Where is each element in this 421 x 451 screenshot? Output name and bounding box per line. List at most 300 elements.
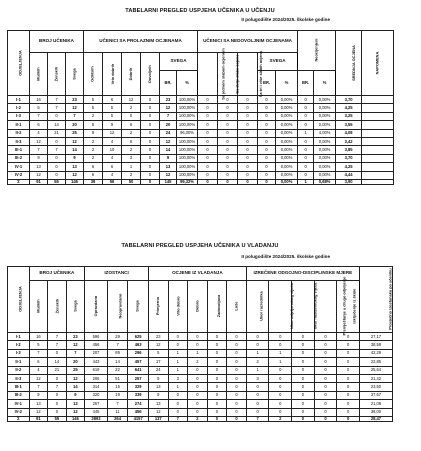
cell-od: III-2 [8, 391, 30, 399]
cell-o: 39 [84, 179, 103, 184]
group2-mjere: IZREČENE ODGOJNO-DISCIPLINSKE MJERE [246, 267, 359, 281]
cell-z: 0 [48, 349, 67, 357]
col2-vrlodobro: Vrlo dobro [168, 281, 188, 333]
cell-pr: 13 [148, 400, 168, 408]
table-row [8, 391, 393, 399]
cell-pp: 23,50 [359, 383, 392, 391]
cell-vd: 9 [103, 121, 122, 129]
cell-nbr: 0 [298, 146, 314, 154]
table-row [8, 358, 393, 366]
cell-lo: 0 [227, 408, 247, 416]
cell-b: 0 [269, 333, 292, 341]
cell-sp: 0,00% [276, 179, 298, 184]
cell-nbr: 0 [298, 154, 314, 162]
cell-ne: 22 [107, 366, 128, 374]
cell-m: 9 [30, 154, 48, 162]
cell-c: 0 [292, 400, 315, 408]
cell-op: 207 [85, 349, 108, 357]
cell-j: 0 [198, 104, 218, 112]
cell-za: 0 [207, 374, 227, 382]
cell-c: 0 [292, 391, 315, 399]
total-row [8, 179, 394, 184]
cell-od: I-3 [8, 349, 30, 357]
cell-od: IV-1 [8, 163, 30, 171]
cell-vd: 56 [103, 179, 122, 184]
cell-lo: 0 [227, 383, 247, 391]
cell-e: 0 [337, 366, 360, 374]
col-dobrih: Dobrih [122, 53, 141, 96]
table-row [8, 366, 393, 374]
cell-sp: 0,00% [276, 154, 298, 162]
cell-tri: 0 [238, 104, 258, 112]
cell-dvi: 0 [218, 104, 238, 112]
cell-m: 5 [29, 341, 48, 349]
col2-neopravdano: Neopravdano [107, 281, 128, 333]
cell-od: Σ [8, 179, 30, 184]
cell-e: 0 [337, 341, 360, 349]
table1-title: TABELARNI PREGLED USPJEHA UČENIKA U UČENJU [125, 8, 275, 14]
cell-sp: 0,00% [276, 137, 298, 145]
cell-b: 0 [269, 391, 292, 399]
cell-p: 100,00% [177, 146, 198, 154]
cell-sv: 329 [128, 383, 149, 391]
cell-dvi: 0 [218, 112, 238, 120]
cell-ne: 11 [107, 408, 128, 416]
cell-br: 12 [160, 171, 177, 179]
cell-z: 7 [48, 383, 67, 391]
cell-vd: 12 [103, 129, 122, 137]
group-prolazne: UČENICI SA PROLAZNIM OCJENAMA [84, 31, 198, 53]
cell-za: 0 [207, 391, 227, 399]
cell-p: 100,00% [177, 163, 198, 171]
cell-lo: 0 [227, 333, 247, 341]
cell-br: 145 [160, 179, 177, 184]
cell-np: 0,00% [314, 171, 336, 179]
cell-p: 100,00% [177, 121, 198, 129]
cell-do: 1 [188, 349, 208, 357]
cell-pr: 5 [148, 349, 168, 357]
cell-na [362, 129, 394, 137]
cell-p: 100,00% [177, 112, 198, 120]
cell-a: 1 [246, 349, 269, 357]
group-svega: SVEGA [160, 53, 198, 71]
cell-z: 0 [48, 391, 67, 399]
cell-od: II-1 [8, 121, 30, 129]
cell-e: 0 [337, 333, 360, 341]
cell-c: 0 [292, 358, 315, 366]
cell-o: 2 [84, 137, 103, 145]
cell-op: 596 [85, 333, 108, 341]
cell-vd: 0 [168, 400, 188, 408]
col-neocijenjeni: Neocijenjeni [298, 31, 336, 71]
cell-dvi: 0 [218, 146, 238, 154]
cell-np: 4,00% [314, 129, 336, 137]
cell-m: 12 [30, 171, 48, 179]
cell-d: 6 [122, 137, 141, 145]
table-row [8, 171, 394, 179]
cell-j: 0 [198, 137, 218, 145]
cell-vd: 6 [103, 96, 122, 104]
cell-s: 12 [66, 341, 85, 349]
cell-op: 320 [85, 391, 108, 399]
cell-z: 0 [48, 374, 67, 382]
cell-do: 0 [188, 333, 208, 341]
cell-sp: 0,00% [276, 112, 298, 120]
cell-sp: 0,00% [276, 121, 298, 129]
cell-sv: 457 [128, 358, 149, 366]
cell-od: I-2 [8, 341, 30, 349]
col2-muskih: Muških [29, 281, 48, 333]
cell-z: 21 [48, 129, 66, 137]
cell-pp: 37,67 [359, 391, 392, 399]
table1-subtitle: II polugodište 2024/2025. školske godine [241, 17, 330, 22]
cell-dv: 0 [141, 154, 160, 162]
cell-sv: 296 [128, 349, 149, 357]
cell-od: I-2 [8, 104, 30, 112]
cell-m: 12 [29, 408, 48, 416]
cell-sbr: 0 [258, 179, 276, 184]
cell-dv: 0 [141, 146, 160, 154]
cell-ne: 29 [107, 333, 128, 341]
col2-zenskih: Ženskih [48, 281, 67, 333]
cell-m: 4 [30, 129, 48, 137]
col2-zadovoljava: Zadovoljava [207, 281, 227, 333]
cell-d: 0 [314, 416, 337, 421]
cell-j: 0 [198, 154, 218, 162]
cell-m: 6 [30, 121, 48, 129]
cell-op: 456 [85, 341, 108, 349]
table-row [8, 104, 394, 112]
cell-d: 0 [314, 358, 337, 366]
cell-b: 2 [269, 416, 292, 421]
cell-op: 314 [85, 383, 108, 391]
cell-nbr: 1 [298, 179, 314, 184]
cell-e: 0 [337, 374, 360, 382]
cell-tri: 0 [238, 96, 258, 104]
cell-pr: 9 [148, 391, 168, 399]
cell-tri: 0 [238, 179, 258, 184]
table1-body [8, 96, 394, 185]
cell-z: 21 [48, 366, 67, 374]
cell-sv: 339 [128, 391, 149, 399]
cell-ne: 14 [107, 358, 128, 366]
cell-np: 0,68% [314, 179, 336, 184]
cell-e: 0 [337, 416, 360, 421]
col2-premjestanje: Premještanje u drugo odjeljenje [314, 281, 337, 333]
cell-tri: 0 [238, 163, 258, 171]
cell-o: 2 [84, 154, 103, 162]
cell-sbr: 0 [258, 154, 276, 162]
cell-vd: 10 [103, 146, 122, 154]
cell-p: 100,00% [177, 137, 198, 145]
cell-od: III-1 [8, 146, 30, 154]
table-row [8, 333, 393, 341]
cell-z: 0 [48, 408, 67, 416]
table-row [8, 146, 394, 154]
cell-j: 0 [198, 163, 218, 171]
col-pct3: % [314, 71, 336, 96]
cell-na [362, 104, 394, 112]
group2-ocjene: OCJENE IZ VLADANJA [148, 267, 246, 281]
cell-dv: 0 [141, 163, 160, 171]
cell-sp: 0,00% [276, 171, 298, 179]
table-row [8, 96, 394, 104]
cell-sbr: 0 [258, 137, 276, 145]
cell-od: II-2 [8, 129, 30, 137]
cell-vd: 3 [168, 374, 188, 382]
cell-m: 7 [30, 112, 48, 120]
cell-na [362, 112, 394, 120]
cell-vd: 0 [168, 408, 188, 416]
cell-pr: 17 [148, 358, 168, 366]
col-jedna: Sa jednom slabom ocjenom [198, 53, 218, 96]
col-vrlodobrih: Vrlo dobrih [103, 53, 122, 96]
table-row [8, 341, 393, 349]
cell-vd: 1 [168, 358, 188, 366]
cell-z: 0 [48, 112, 66, 120]
cell-o: 6 [84, 163, 103, 171]
cell-z: 7 [48, 146, 66, 154]
cell-pp: 21,42 [359, 374, 392, 382]
cell-lo: 0 [227, 366, 247, 374]
cell-s: 9 [66, 154, 84, 162]
cell-od: I-3 [8, 112, 30, 120]
cell-o: 9 [84, 129, 103, 137]
table2-title: TABELARNI PREGLED USPJEHA UČENIKA U VLADANJU [121, 243, 279, 249]
cell-sr: 4,08 [336, 129, 362, 137]
table-row [8, 137, 394, 145]
cell-br: 7 [160, 112, 177, 120]
cell-a: 7 [246, 416, 269, 421]
cell-sv: 4157 [128, 416, 149, 421]
cell-sbr: 0 [258, 121, 276, 129]
cell-d: 0 [314, 408, 337, 416]
cell-pr: 9 [148, 374, 168, 382]
cell-z: 7 [48, 96, 66, 104]
cell-z: 7 [48, 333, 67, 341]
cell-d: 0 [314, 400, 337, 408]
cell-sp: 0,00% [276, 146, 298, 154]
cell-p: 96,00% [177, 129, 198, 137]
col-tri: Sa tri i više slabih ocjena [238, 53, 258, 96]
table-row [8, 112, 394, 120]
cell-op: 619 [85, 366, 108, 374]
cell-z: 7 [48, 104, 66, 112]
col2-odjeljenja: ODJELJENJA [8, 267, 30, 333]
cell-pp: 38,00 [359, 408, 392, 416]
cell-m: 16 [29, 333, 48, 341]
cell-od: I-1 [8, 96, 30, 104]
cell-j: 0 [198, 96, 218, 104]
cell-m: 16 [30, 96, 48, 104]
cell-sv: 625 [128, 333, 149, 341]
cell-d: 50 [122, 179, 141, 184]
cell-tri: 0 [238, 154, 258, 162]
table-row [8, 154, 394, 162]
cell-nbr: 0 [298, 104, 314, 112]
cell-na [362, 154, 394, 162]
cell-c: 0 [292, 383, 315, 391]
cell-sbr: 0 [258, 104, 276, 112]
cell-m: 9 [29, 391, 48, 399]
cell-sr: 3,55 [336, 121, 362, 129]
cell-np: 0,00% [314, 112, 336, 120]
cell-ne: 51 [107, 374, 128, 382]
cell-m: 7 [29, 383, 48, 391]
col-odlicnih: Odličnih [84, 53, 103, 96]
cell-c: 0 [292, 374, 315, 382]
cell-sv: 463 [128, 341, 149, 349]
table-row [8, 374, 393, 382]
cell-dv: 0 [141, 121, 160, 129]
cell-br: 12 [160, 104, 177, 112]
cell-d: 0 [122, 112, 141, 120]
cell-vd: 1 [168, 366, 188, 374]
cell-s: 12 [66, 171, 84, 179]
col-odjeljenja: ODJELJENJA [8, 31, 30, 96]
cell-d: 2 [122, 171, 141, 179]
cell-od: Σ [8, 416, 30, 421]
cell-nbr: 0 [298, 96, 314, 104]
cell-pr: 12 [148, 341, 168, 349]
table-row [8, 349, 393, 357]
cell-sr: 3,70 [336, 154, 362, 162]
col2-ukor-odjeljenskog: Ukor odjeljenskog vijeća [269, 281, 292, 333]
cell-d: 0 [314, 383, 337, 391]
cell-na [362, 96, 394, 104]
cell-e: 0 [337, 383, 360, 391]
cell-d: 6 [122, 121, 141, 129]
cell-s: 146 [66, 179, 84, 184]
cell-dv: 0 [141, 104, 160, 112]
cell-j: 0 [198, 171, 218, 179]
cell-sr: 3,85 [336, 146, 362, 154]
cell-dvi: 0 [218, 179, 238, 184]
cell-za: 0 [207, 383, 227, 391]
cell-pr: 23 [148, 333, 168, 341]
cell-od: II-3 [8, 137, 30, 145]
cell-na [362, 171, 394, 179]
cell-sbr: 0 [258, 171, 276, 179]
col-muskih: Muških [30, 53, 48, 96]
table2-body [8, 333, 393, 422]
cell-dv: 0 [141, 137, 160, 145]
cell-s: 146 [66, 416, 85, 421]
cell-s: 25 [66, 129, 84, 137]
cell-do: 0 [188, 366, 208, 374]
col2-iskljucenje: Isključenje iz škole [337, 281, 360, 333]
cell-s: 20 [66, 358, 85, 366]
cell-dvi: 0 [218, 121, 238, 129]
cell-d: 0 [314, 349, 337, 357]
cell-d: 3 [122, 154, 141, 162]
cell-vd: 0 [168, 341, 188, 349]
cell-m: 91 [29, 416, 48, 421]
cell-sv: 274 [128, 400, 149, 408]
col2-ukor-nastavnickog: Ukor nastavničkog vijeća [292, 281, 315, 333]
cell-od: III-1 [8, 383, 30, 391]
cell-za: 0 [207, 333, 227, 341]
cell-d: 1 [122, 163, 141, 171]
cell-b: 0 [269, 408, 292, 416]
cell-vd: 4 [103, 171, 122, 179]
cell-lo: 0 [227, 358, 247, 366]
cell-sbr: 0 [258, 163, 276, 171]
cell-o: 2 [84, 146, 103, 154]
table-row [8, 400, 393, 408]
cell-dv: 0 [141, 112, 160, 120]
cell-pr: 24 [148, 366, 168, 374]
cell-s: 12 [66, 137, 84, 145]
cell-nbr: 0 [298, 137, 314, 145]
cell-m: 12 [30, 137, 48, 145]
cell-c: 0 [292, 333, 315, 341]
cell-sv: 257 [128, 374, 149, 382]
cell-sv: 456 [128, 408, 149, 416]
cell-j: 0 [198, 146, 218, 154]
cell-b: 0 [269, 383, 292, 391]
col-svega: Svega [66, 53, 84, 96]
cell-na [362, 137, 394, 145]
cell-pp: 21,08 [359, 400, 392, 408]
cell-pr: 13 [148, 383, 168, 391]
cell-np: 0,00% [314, 121, 336, 129]
cell-dvi: 0 [218, 96, 238, 104]
cell-e: 0 [337, 408, 360, 416]
cell-z: 14 [48, 358, 67, 366]
cell-br: 20 [160, 121, 177, 129]
cell-vd: 4 [103, 137, 122, 145]
cell-z: 14 [48, 121, 66, 129]
cell-do: 0 [188, 391, 208, 399]
cell-ne: 15 [107, 383, 128, 391]
cell-m: 91 [30, 179, 48, 184]
col-pct2: % [276, 71, 298, 96]
cell-b: 0 [269, 374, 292, 382]
cell-m: 7 [29, 349, 48, 357]
cell-j: 0 [198, 179, 218, 184]
cell-b: 0 [269, 341, 292, 349]
cell-ne: 7 [107, 341, 128, 349]
cell-np: 0,00% [314, 154, 336, 162]
cell-od: IV-2 [8, 408, 30, 416]
cell-na [362, 163, 394, 171]
cell-m: 6 [29, 358, 48, 366]
cell-d: 2 [122, 129, 141, 137]
cell-br: 23 [160, 96, 177, 104]
cell-z: 0 [48, 400, 67, 408]
cell-sr: 4,44 [336, 171, 362, 179]
cell-pp: 25,64 [359, 366, 392, 374]
cell-tri: 0 [238, 137, 258, 145]
cell-s: 13 [66, 163, 84, 171]
cell-m: 12 [29, 374, 48, 382]
cell-do: 2 [188, 358, 208, 366]
cell-s: 13 [66, 400, 85, 408]
cell-vd: 1 [168, 349, 188, 357]
col-br: BR. [160, 71, 177, 96]
cell-pp: 27,17 [359, 333, 392, 341]
total-row [8, 416, 393, 421]
cell-sp: 0,00% [276, 104, 298, 112]
table2-subtitle: II polugodište 2024/2025. školske godine [241, 254, 330, 259]
col2-primjerno: Primjerno [148, 281, 168, 333]
group2-izostanci: IZOSTANCI [85, 267, 149, 281]
col-dvije: Sa dvije slabe ocjene [218, 53, 238, 96]
cell-z: 55 [48, 179, 66, 184]
col2-lose: Loše [227, 281, 247, 333]
cell-s: 23 [66, 96, 84, 104]
